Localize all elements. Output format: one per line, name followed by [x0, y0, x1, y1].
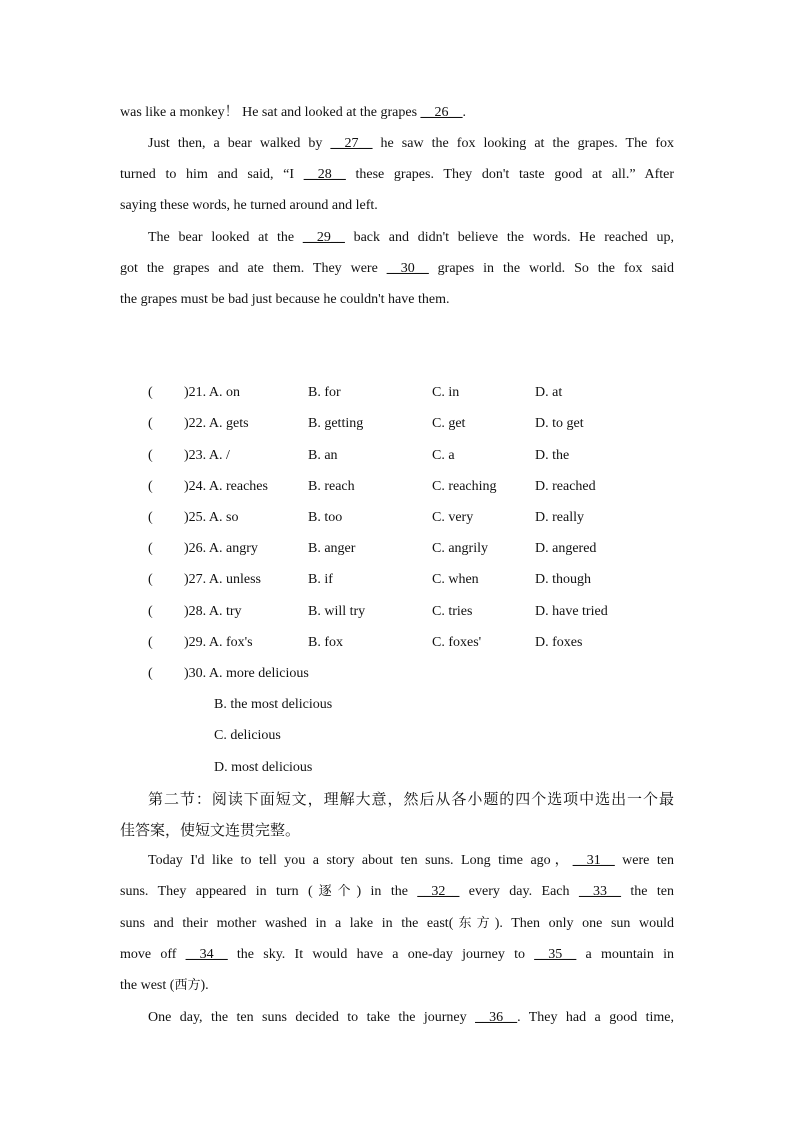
passage2-line: [120, 976, 674, 996]
blank-32: __32__: [417, 884, 460, 899]
option-c: C. delicious: [214, 728, 281, 743]
passage2-line: [148, 1008, 674, 1028]
section-heading: 第二节：阅读下面短文，理解大意，然后从各小题的四个选项中选出一个最: [148, 790, 674, 808]
answer-paren: (: [148, 510, 153, 525]
option-b: B. if: [308, 572, 333, 587]
text: the sky. It would have a one-day journey to: [227, 947, 535, 962]
option-d: D. at: [535, 385, 563, 400]
option-d: D. reached: [535, 479, 596, 494]
passage1-line: [148, 228, 674, 248]
question-row: [148, 383, 678, 403]
option-a: )29. A. fox's: [184, 635, 253, 650]
text: saying these words, he turned around and left.: [120, 198, 378, 213]
section-heading: 佳答案，使短文连贯完整。: [120, 821, 301, 839]
option-a: )28. A. try: [184, 604, 242, 619]
option-c: C. when: [432, 572, 479, 587]
blank-33: __33__: [578, 884, 621, 899]
answer-paren: (: [148, 541, 153, 556]
option-a: )26. A. angry: [184, 541, 258, 556]
option-d: D. though: [535, 572, 591, 587]
option-a: )21. A. on: [184, 385, 240, 400]
option-c: C. a: [432, 448, 455, 463]
answer-paren: (: [148, 385, 153, 400]
blank-36: __36__: [475, 1010, 518, 1025]
option-b: B. an: [308, 448, 338, 463]
question-row: [148, 414, 678, 434]
option-d: D. have tried: [535, 604, 608, 619]
option-a: )30. A. more delicious: [184, 666, 309, 681]
text: every day. Each: [459, 884, 579, 899]
option-a: )25. A. so: [184, 510, 239, 525]
option-b: B. anger: [308, 541, 356, 556]
option-a: )27. A. unless: [184, 572, 261, 587]
blank-26: __26__: [420, 105, 463, 120]
answer-paren: (: [148, 572, 153, 587]
question-row: [148, 446, 678, 466]
text: .: [462, 105, 467, 120]
text: were ten: [614, 853, 674, 868]
answer-paren: (: [148, 479, 153, 494]
option-b: B. too: [308, 510, 343, 525]
text: . They had a good time,: [517, 1010, 674, 1025]
answer-paren: (: [148, 416, 153, 431]
blank-29: __29__: [302, 230, 345, 245]
blank-27: __27__: [330, 136, 373, 151]
option-c: C. very: [432, 510, 474, 525]
answer-paren: (: [148, 666, 153, 681]
passage1-line: [120, 165, 674, 185]
text: One day, the ten suns decided to take the journey: [148, 1010, 476, 1025]
passage1-line: [148, 134, 674, 154]
text: suns and their mother washed in a lake in the east(: [120, 916, 454, 931]
text: ) in the: [356, 884, 418, 899]
gloss-text: 西方: [174, 978, 201, 993]
option-b: B. for: [308, 385, 341, 400]
passage1-line: [120, 290, 674, 310]
text: back and didn't believe the words. He reached up,: [344, 230, 674, 245]
text: the ten: [620, 884, 675, 899]
option-b: B. reach: [308, 479, 355, 494]
passage1-line: [120, 103, 674, 123]
option-a: )24. A. reaches: [184, 479, 268, 494]
blank-35: __35__: [534, 947, 577, 962]
question-row: [148, 633, 678, 653]
text: a mountain in: [576, 947, 674, 962]
option-d: D. most delicious: [214, 760, 313, 775]
gloss-text: 逐个: [312, 884, 357, 899]
blank-31: __31__: [572, 853, 615, 868]
passage1-line: [120, 259, 674, 279]
option-b: B. getting: [308, 416, 364, 431]
question-row: [148, 570, 678, 590]
option-d: D. to get: [535, 416, 584, 431]
text: these grapes. They don't taste good at all.” After: [345, 167, 674, 182]
answer-paren: (: [148, 635, 153, 650]
option-b: B. the most delicious: [214, 697, 333, 712]
option-c: C. reaching: [432, 479, 497, 494]
option-c: C. foxes': [432, 635, 482, 650]
option-b: B. fox: [308, 635, 343, 650]
option-a: )22. A. gets: [184, 416, 249, 431]
blank-34: __34__: [185, 947, 228, 962]
passage2-line: [148, 851, 674, 871]
text: suns. They appeared in turn (: [120, 884, 313, 899]
blank-30: __30__: [386, 261, 429, 276]
option-c: C. angrily: [432, 541, 488, 556]
text: he saw the fox looking at the grapes. The fox: [372, 136, 674, 151]
text: Just then, a bear walked by: [148, 136, 331, 151]
option-d: D. the: [535, 448, 570, 463]
option-d: D. angered: [535, 541, 597, 556]
option-d: D. foxes: [535, 635, 583, 650]
passage1-line: [120, 196, 674, 216]
option-a: )23. A. /: [184, 448, 230, 463]
passage2-line: [120, 945, 674, 965]
text: turned to him and said, “I: [120, 167, 304, 182]
gloss-text: 东方: [453, 916, 495, 931]
text: got the grapes and ate them. They were: [120, 261, 387, 276]
question-row: [148, 539, 678, 559]
passage2-line: [120, 914, 674, 934]
question-row: [148, 508, 678, 528]
option-d: D. really: [535, 510, 584, 525]
text: grapes in the world. So the fox said: [428, 261, 674, 276]
answer-paren: (: [148, 448, 153, 463]
question-row: [148, 664, 678, 684]
text: move off: [120, 947, 186, 962]
option-c: C. in: [432, 385, 460, 400]
text: ).: [200, 978, 209, 993]
option-c: C. get: [432, 416, 466, 431]
question-row: [148, 477, 678, 497]
passage2-line: [120, 882, 674, 902]
text: Today I'd like to tell you a story about ten suns. Long time ago，: [148, 853, 573, 868]
question-row: [148, 602, 678, 622]
text: The bear looked at the: [148, 230, 303, 245]
blank-28: __28__: [303, 167, 346, 182]
answer-paren: (: [148, 604, 153, 619]
text: ). Then only one sun would: [494, 916, 675, 931]
text: the grapes must be bad just because he couldn't have them.: [120, 292, 450, 307]
option-c: C. tries: [432, 604, 473, 619]
text: the west (: [120, 978, 175, 993]
option-b: B. will try: [308, 604, 366, 619]
text: was like a monkey！ He sat and looked at the grapes: [120, 105, 421, 120]
